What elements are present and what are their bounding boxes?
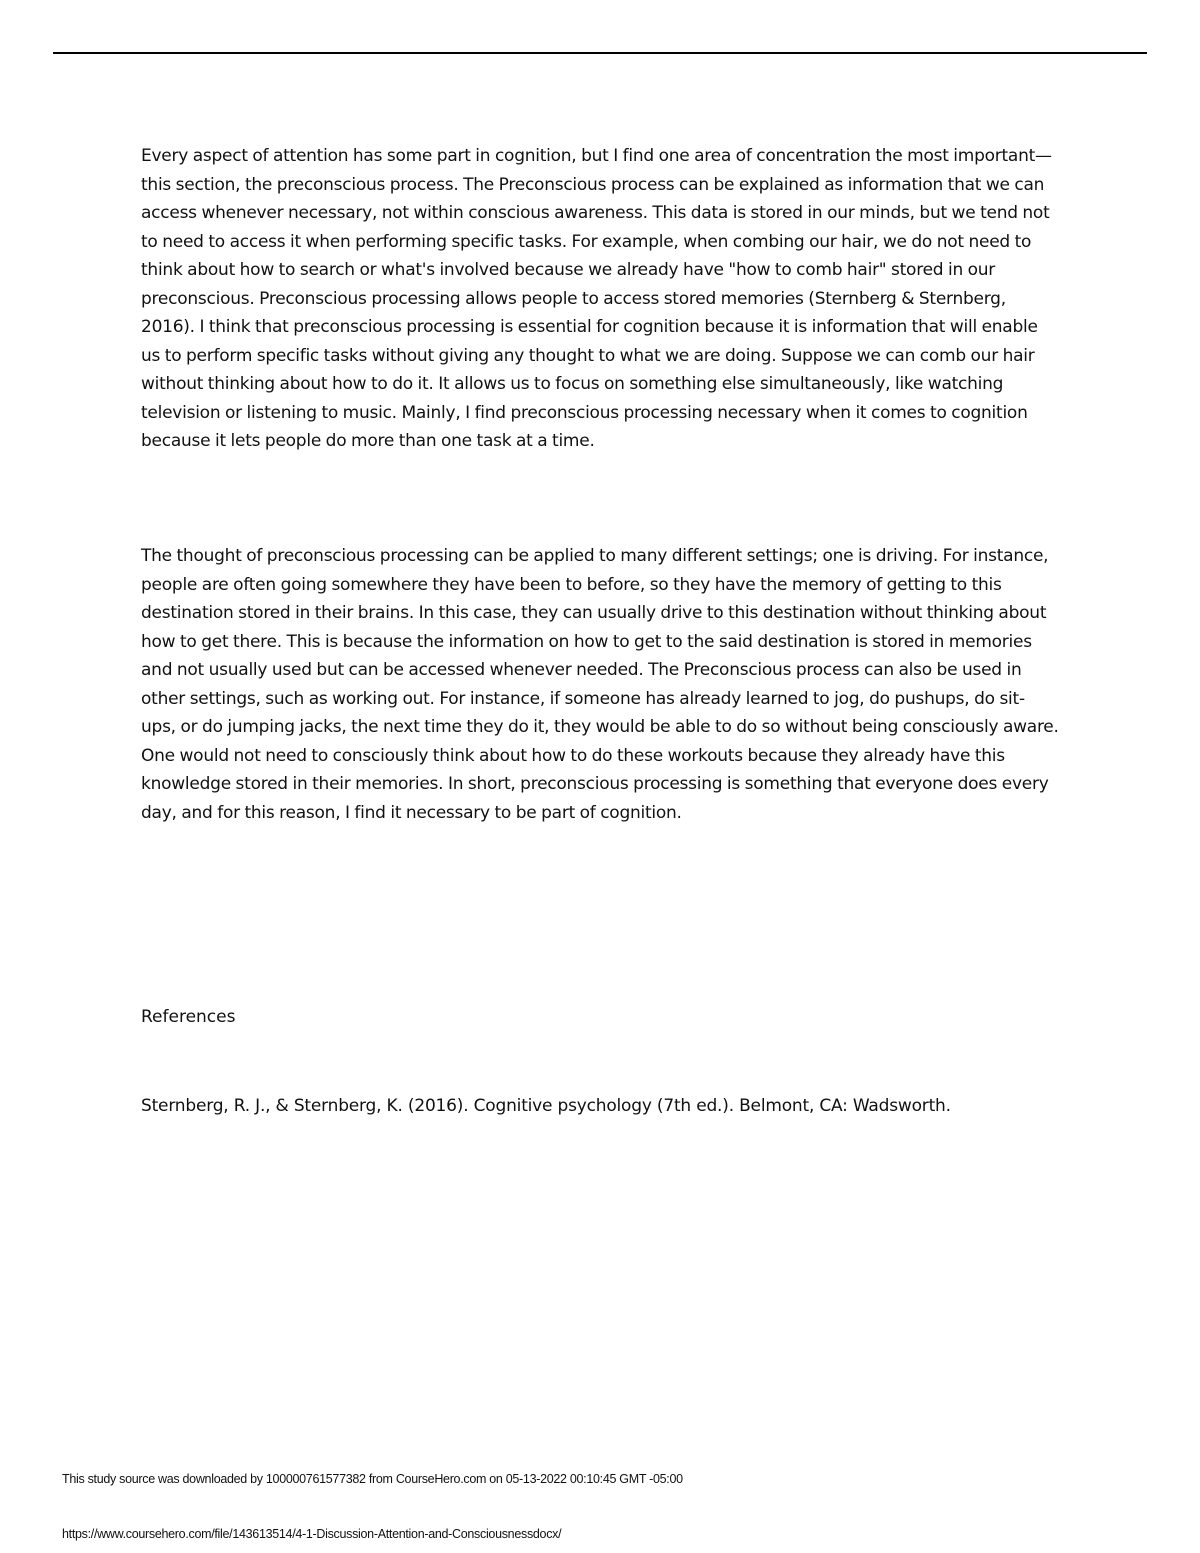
reference-entry: Sternberg, R. J., & Sternberg, K. (2016). Cognitive psychology (7th ed.). Belmont, CA: Wadsworth. [141, 1096, 951, 1116]
document-body [141, 142, 1059, 1116]
source-url-link[interactable]: https://www.coursehero.com/file/143613514/4-1-Discussion-Attention-and-Consciousnessdocx/ [62, 1527, 562, 1541]
body-paragraph: Every aspect of attention has some part in cognition, but I find one area of concentration the most important—this section, the preconscious process. The Preconscious process can be explained as information that we can access whenever necessary, not within conscious awareness. This data is stored in our minds, but we tend not to need to access it when performing specific tasks. For example, when combing our hair, we do not need to think about how to search or what's involved because we already have "how to comb hair" stored in our preconscious. Preconscious processing allows people to access stored memories (Sternberg & Sternberg, 2016). I think that preconscious processing is essential for cognition because it is information that will enable us to perform specific tasks without giving any thought to what we are doing. Suppose we can comb our hair without thinking about how to do it. It allows us to focus on something else simultaneously, like watching television or listening to music. Mainly, I find preconscious processing necessary when it comes to cognition because it lets people do more than one task at a time. [141, 146, 1052, 451]
body-paragraph: The thought of preconscious processing can be applied to many different settings; one is driving. For instance, people are often going somewhere they have been to before, so they have the memory of getting to this destination stored in their brains. In this case, they can usually drive to this destination without thinking about how to get there. This is because the information on how to get to the said destination is stored in memories and not usually used but can be accessed whenever needed. The Preconscious process can also be used in other settings, such as working out. For instance, if someone has already learned to jog, do pushups, do sit-ups, or do jumping jacks, the next time they do it, they would be able to do so without being consciously aware. One would not need to consciously think about how to do these workouts because they already have this knowledge stored in their memories. In short, preconscious processing is something that everyone does every day, and for this reason, I find it necessary to be part of cognition. [141, 546, 1059, 823]
header-rule [53, 52, 1147, 54]
references-heading: References [141, 1007, 236, 1027]
download-source-note: This study source was downloaded by 100000761577382 from CourseHero.com on 05-13-2022 00:10:45 GMT -05:00 [62, 1472, 683, 1486]
